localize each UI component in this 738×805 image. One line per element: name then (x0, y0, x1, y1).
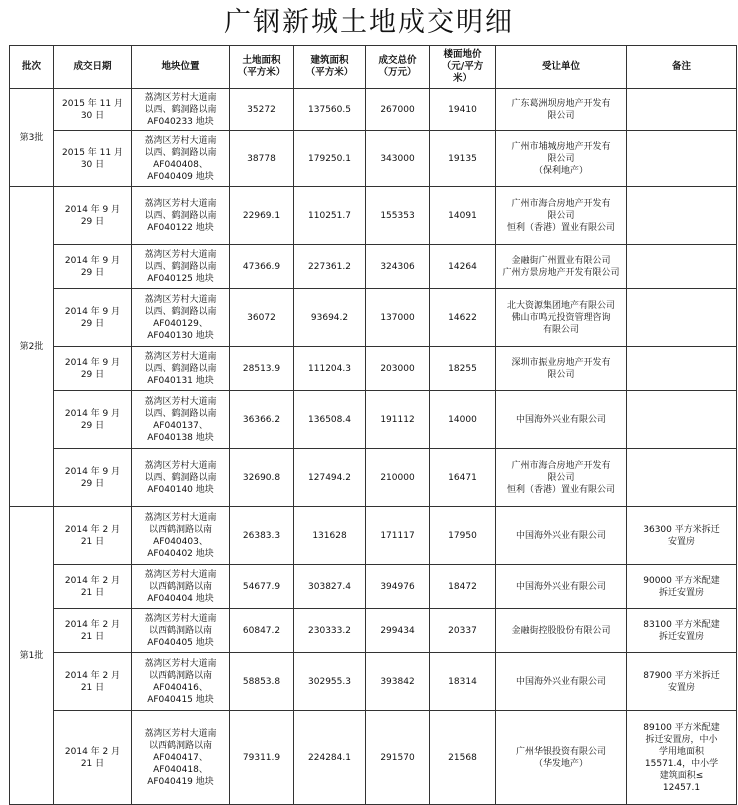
total-price-cell: 291570 (366, 711, 430, 805)
buyer-line: 中国海外兴业有限公司 (515, 676, 606, 687)
location-cell (132, 131, 230, 187)
building-area-cell: 111204.3 (294, 347, 366, 391)
table-row (10, 609, 737, 653)
location-cell (132, 347, 230, 391)
floor-price-cell: 14091 (430, 187, 496, 245)
location-line: 以西鹤洞路以南 (148, 670, 212, 681)
date-line: 2015 年 11 月 (62, 98, 123, 109)
date-line: 21 日 (80, 682, 105, 693)
buyer-cell (496, 187, 627, 245)
date-line: 2014 年 9 月 (64, 357, 121, 368)
note-line: 90000 平方米配建 (643, 575, 720, 586)
buyer-line: 佛山市鸣元投资管理咨询 (511, 312, 611, 323)
building-area-cell: 110251.7 (294, 187, 366, 245)
location-line: 荔湾区芳村大道南 (144, 92, 217, 103)
table-row (10, 565, 737, 609)
total-price-cell: 393842 (366, 653, 430, 711)
location-line: 荔湾区芳村大道南 (144, 294, 217, 305)
location-line: AF040402 地块 (147, 548, 214, 559)
floor-price-cell: 14000 (430, 391, 496, 449)
batch-cell: 第2批 (10, 187, 54, 507)
location-cell (132, 289, 230, 347)
header-total-price-line: 成交总价 (378, 55, 417, 66)
note-cell (627, 131, 737, 187)
note-cell (627, 711, 737, 805)
date-line: 29 日 (80, 420, 105, 431)
date-line: 2014 年 9 月 (64, 306, 121, 317)
table-row (10, 507, 737, 565)
floor-price-cell: 18472 (430, 565, 496, 609)
location-line: AF040405 地块 (147, 637, 214, 648)
date-cell (54, 89, 132, 131)
table-row (10, 449, 737, 507)
location-line: AF040416、 (153, 682, 208, 693)
land-area-cell: 54677.9 (230, 565, 294, 609)
buyer-cell (496, 609, 627, 653)
location-cell (132, 89, 230, 131)
note-line: 学用地面积 (658, 746, 704, 757)
land-area-cell: 36366.2 (230, 391, 294, 449)
note-line: 拆迁安置房 (658, 587, 704, 598)
building-area-cell: 131628 (294, 507, 366, 565)
location-line: 以西、鹤洞路以南 (144, 147, 217, 158)
land-area-cell: 26383.3 (230, 507, 294, 565)
floor-price-cell: 18255 (430, 347, 496, 391)
location-line: 以西、鹤洞路以南 (144, 261, 217, 272)
total-price-cell: 343000 (366, 131, 430, 187)
note-cell (627, 449, 737, 507)
date-line: 29 日 (80, 369, 105, 380)
buyer-line: （保利地产） (533, 165, 588, 176)
date-cell (54, 289, 132, 347)
date-cell (54, 131, 132, 187)
land-area-cell: 60847.2 (230, 609, 294, 653)
buyer-line: 有限公司 (542, 324, 579, 335)
buyer-line: 广州华银投资有限公司 (515, 746, 606, 757)
date-line: 2014 年 2 月 (64, 670, 121, 681)
buyer-line: （华发地产） (533, 758, 588, 769)
header-land-area (230, 46, 294, 89)
location-cell (132, 565, 230, 609)
buyer-line: 金融街广州置业有限公司 (511, 255, 611, 266)
buyer-cell (496, 565, 627, 609)
location-cell (132, 653, 230, 711)
date-line: 21 日 (80, 631, 105, 642)
location-cell (132, 507, 230, 565)
date-line: 2015 年 11 月 (62, 147, 123, 158)
location-line: AF040404 地块 (147, 593, 214, 604)
land-area-cell: 35272 (230, 89, 294, 131)
land-area-cell: 28513.9 (230, 347, 294, 391)
land-area-cell: 79311.9 (230, 711, 294, 805)
total-price-cell: 137000 (366, 289, 430, 347)
total-price-cell: 155353 (366, 187, 430, 245)
header-building-area-unit: （平方米） (305, 67, 354, 78)
buyer-line: 恒利（香港）置业有限公司 (506, 484, 615, 495)
buyer-cell (496, 449, 627, 507)
date-cell (54, 653, 132, 711)
buyer-line: 广州市埔城房地产开发有 (511, 141, 611, 152)
header-batch: 批次 (10, 46, 54, 89)
location-line: 荔湾区芳村大道南 (144, 658, 217, 669)
buyer-line: 金融街控股股份有限公司 (511, 625, 611, 636)
location-line: 以西鹤洞路以南 (148, 581, 212, 592)
buyer-cell (496, 245, 627, 289)
date-line: 2014 年 2 月 (64, 746, 121, 757)
location-line: AF040125 地块 (147, 273, 214, 284)
building-area-cell: 136508.4 (294, 391, 366, 449)
location-line: AF040417、 (153, 752, 208, 763)
location-line: AF040140 地块 (147, 484, 214, 495)
floor-price-cell: 14264 (430, 245, 496, 289)
note-line: 安置房 (667, 536, 695, 547)
date-line: 2014 年 9 月 (64, 204, 121, 215)
land-area-cell: 47366.9 (230, 245, 294, 289)
location-line: 以西鹤洞路以南 (148, 740, 212, 751)
buyer-line: 恒利（香港）置业有限公司 (506, 222, 615, 233)
batch-cell: 第3批 (10, 89, 54, 187)
note-cell (627, 245, 737, 289)
date-cell (54, 507, 132, 565)
note-line: 83100 平方米配建 (643, 619, 720, 630)
building-area-cell: 127494.2 (294, 449, 366, 507)
buyer-cell (496, 653, 627, 711)
location-line: AF040122 地块 (147, 222, 214, 233)
buyer-line: 广州市海合房地产开发有 (511, 460, 611, 471)
header-floor-price-unit-end: 米） (452, 73, 472, 84)
total-price-cell: 203000 (366, 347, 430, 391)
date-line: 2014 年 2 月 (64, 524, 121, 535)
location-line: 以西鹤洞路以南 (148, 524, 212, 535)
note-line: 36300 平方米拆迁 (643, 524, 720, 535)
building-area-cell: 137560.5 (294, 89, 366, 131)
buyer-cell (496, 131, 627, 187)
location-line: 荔湾区芳村大道南 (144, 198, 217, 209)
land-area-cell: 32690.8 (230, 449, 294, 507)
location-line: AF040129、 (153, 318, 208, 329)
location-line: AF040137、 (153, 420, 208, 431)
table-row (10, 131, 737, 187)
table-row (10, 391, 737, 449)
location-cell (132, 245, 230, 289)
buyer-cell (496, 391, 627, 449)
land-area-cell: 38778 (230, 131, 294, 187)
floor-price-cell: 18314 (430, 653, 496, 711)
header-floor-price (430, 46, 496, 89)
page-title: 广钢新城土地成交明细 (224, 7, 514, 38)
location-line: AF040138 地块 (147, 432, 214, 443)
note-cell (627, 289, 737, 347)
location-line: 以西鹤洞路以南 (148, 625, 212, 636)
total-price-cell: 394976 (366, 565, 430, 609)
location-line: AF040415 地块 (147, 694, 214, 705)
header-location: 地块位置 (132, 46, 230, 89)
location-line: 荔湾区芳村大道南 (144, 396, 217, 407)
buyer-line: 广州市海合房地产开发有 (511, 198, 611, 209)
date-cell (54, 609, 132, 653)
location-line: AF040419 地块 (147, 776, 214, 787)
location-line: 荔湾区芳村大道南 (144, 613, 217, 624)
date-line: 30 日 (80, 159, 105, 170)
date-line: 30 日 (80, 110, 105, 121)
location-line: 荔湾区芳村大道南 (144, 460, 217, 471)
note-cell (627, 653, 737, 711)
location-line: AF040233 地块 (147, 116, 214, 127)
location-line: 以西、鹤洞路以南 (144, 104, 217, 115)
table-row (10, 89, 737, 131)
floor-price-cell: 19135 (430, 131, 496, 187)
floor-price-cell: 19410 (430, 89, 496, 131)
buyer-cell (496, 711, 627, 805)
location-line: AF040408、 (153, 159, 208, 170)
header-building-area (294, 46, 366, 89)
table-body (10, 89, 737, 805)
note-line: 安置房 (667, 682, 695, 693)
buyer-line: 广东葛洲坝房地产开发有 (511, 98, 611, 109)
location-line: 以西、鹤洞路以南 (144, 210, 217, 221)
buyer-line: 限公司 (547, 472, 575, 483)
buyer-line: 限公司 (547, 110, 575, 121)
note-line: 12457.1 (662, 782, 701, 793)
location-cell (132, 391, 230, 449)
location-line: 荔湾区芳村大道南 (144, 351, 217, 362)
table-row (10, 711, 737, 805)
location-cell (132, 609, 230, 653)
land-area-cell: 58853.8 (230, 653, 294, 711)
location-line: AF040130 地块 (147, 330, 214, 341)
note-cell (627, 187, 737, 245)
note-cell (627, 89, 737, 131)
date-line: 2014 年 2 月 (64, 619, 121, 630)
location-line: AF040418、 (153, 764, 208, 775)
location-line: 以西、鹤洞路以南 (144, 472, 217, 483)
table-row (10, 653, 737, 711)
buyer-line: 北大资源集团地产有限公司 (506, 300, 615, 311)
building-area-cell: 230333.2 (294, 609, 366, 653)
buyer-line: 深圳市振业房地产开发有 (511, 357, 611, 368)
building-area-cell: 302955.3 (294, 653, 366, 711)
building-area-cell: 227361.2 (294, 245, 366, 289)
location-line: 荔湾区芳村大道南 (144, 728, 217, 739)
date-line: 29 日 (80, 216, 105, 227)
date-line: 2014 年 2 月 (64, 575, 121, 586)
header-land-area-unit: （平方米） (237, 67, 286, 78)
date-cell (54, 565, 132, 609)
buyer-line: 广州方景房地产开发有限公司 (502, 267, 620, 278)
header-floor-price-line: 楼面地价 (443, 49, 482, 60)
header-total-price-unit: （万元） (378, 67, 417, 78)
note-line: 87900 平方米拆迁 (643, 670, 720, 681)
table-row (10, 245, 737, 289)
buyer-line: 中国海外兴业有限公司 (515, 530, 606, 541)
buyer-cell (496, 289, 627, 347)
note-line: 拆迁安置房，中小 (645, 734, 718, 745)
header-buyer: 受让单位 (496, 46, 627, 89)
total-price-cell: 299434 (366, 609, 430, 653)
date-line: 21 日 (80, 758, 105, 769)
buyer-cell (496, 507, 627, 565)
building-area-cell: 93694.2 (294, 289, 366, 347)
table-row (10, 289, 737, 347)
note-line: 建筑面积≤ (659, 770, 704, 781)
batch-cell: 第1批 (10, 507, 54, 805)
location-line: 以西、鹤洞路以南 (144, 306, 217, 317)
total-price-cell: 267000 (366, 89, 430, 131)
buyer-line: 限公司 (547, 210, 575, 221)
location-line: AF040403、 (153, 536, 208, 547)
total-price-cell: 324306 (366, 245, 430, 289)
date-line: 21 日 (80, 536, 105, 547)
building-area-cell: 303827.4 (294, 565, 366, 609)
location-cell (132, 711, 230, 805)
land-transaction-table (9, 45, 737, 805)
note-line: 拆迁安置房 (658, 631, 704, 642)
date-line: 2014 年 9 月 (64, 466, 121, 477)
date-line: 29 日 (80, 478, 105, 489)
location-line: 以西、鹤洞路以南 (144, 363, 217, 374)
note-cell (627, 347, 737, 391)
date-line: 29 日 (80, 318, 105, 329)
date-line: 2014 年 9 月 (64, 408, 121, 419)
header-date: 成交日期 (54, 46, 132, 89)
header-land-area-line: 土地面积 (242, 55, 281, 66)
buyer-cell (496, 347, 627, 391)
note-line: 89100 平方米配建 (643, 722, 720, 733)
buyer-line: 限公司 (547, 153, 575, 164)
location-cell (132, 449, 230, 507)
date-cell (54, 245, 132, 289)
header-row (10, 46, 737, 89)
location-line: 荔湾区芳村大道南 (144, 249, 217, 260)
note-cell (627, 391, 737, 449)
header-total-price (366, 46, 430, 89)
header-note: 备注 (627, 46, 737, 89)
floor-price-cell: 14622 (430, 289, 496, 347)
floor-price-cell: 16471 (430, 449, 496, 507)
floor-price-cell: 20337 (430, 609, 496, 653)
location-cell (132, 187, 230, 245)
floor-price-cell: 17950 (430, 507, 496, 565)
total-price-cell: 171117 (366, 507, 430, 565)
note-cell (627, 609, 737, 653)
note-cell (627, 565, 737, 609)
date-cell (54, 391, 132, 449)
location-line: 以西、鹤洞路以南 (144, 408, 217, 419)
note-cell (627, 507, 737, 565)
date-line: 21 日 (80, 587, 105, 598)
location-line: 荔湾区芳村大道南 (144, 135, 217, 146)
date-cell (54, 347, 132, 391)
buyer-line: 中国海外兴业有限公司 (515, 581, 606, 592)
location-line: AF040131 地块 (147, 375, 214, 386)
date-cell (54, 711, 132, 805)
date-line: 29 日 (80, 267, 105, 278)
date-line: 2014 年 9 月 (64, 255, 121, 266)
header-building-area-line: 建筑面积 (310, 55, 349, 66)
building-area-cell: 224284.1 (294, 711, 366, 805)
land-area-cell: 22969.1 (230, 187, 294, 245)
land-area-cell: 36072 (230, 289, 294, 347)
total-price-cell: 191112 (366, 391, 430, 449)
table-row (10, 187, 737, 245)
location-line: AF040409 地块 (147, 171, 214, 182)
floor-price-cell: 21568 (430, 711, 496, 805)
date-cell (54, 449, 132, 507)
buyer-cell (496, 89, 627, 131)
buyer-line: 限公司 (547, 369, 575, 380)
total-price-cell: 210000 (366, 449, 430, 507)
building-area-cell: 179250.1 (294, 131, 366, 187)
note-line: 15571.4，中小学 (644, 758, 719, 769)
location-line: 荔湾区芳村大道南 (144, 512, 217, 523)
date-cell (54, 187, 132, 245)
location-line: 荔湾区芳村大道南 (144, 569, 217, 580)
buyer-line: 中国海外兴业有限公司 (515, 414, 606, 425)
header-floor-price-unit: （元/平方 (441, 61, 484, 72)
table-row (10, 347, 737, 391)
